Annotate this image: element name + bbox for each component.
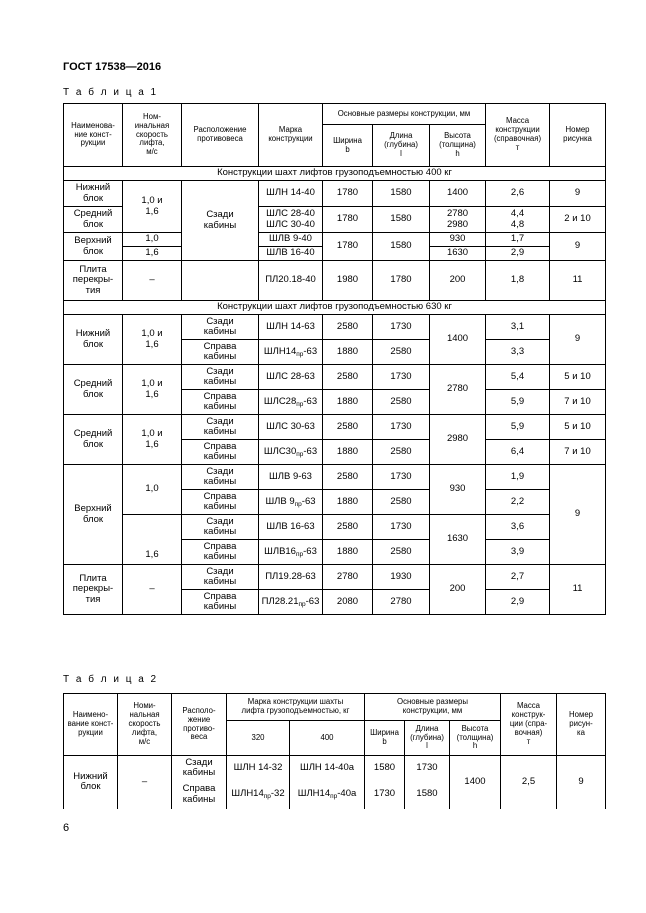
t1-head-width: Ширина b: [323, 125, 373, 167]
t1-630-top-block-name: Верхний блок: [64, 465, 123, 565]
t1-630-slab-length2: 2780: [373, 590, 430, 615]
t1-630-top-height1: 930: [430, 465, 486, 515]
table2-caption: Т а б л и ц а 2: [63, 674, 159, 685]
mark-sub: пр: [295, 550, 304, 558]
t1-630-middle2-cw2: Справа кабины: [182, 440, 259, 465]
t1-630-middle1-name: Средний блок: [64, 365, 123, 415]
mark-sub: пр: [298, 600, 306, 608]
t1-400-middle-figure: 2 и 10: [550, 207, 606, 233]
t1-400-slab-name: Плита перекры- тия: [64, 261, 123, 301]
t1-630-top-mark4: [259, 540, 323, 565]
t1-630-top-width1: 2580: [323, 465, 373, 490]
t1-400-bottom-width: 1780: [323, 181, 373, 207]
mark-end: -63: [305, 595, 320, 607]
t1-400-speed: 1,0 и 1,6: [123, 181, 182, 233]
t1-400-top-mark2: ШЛВ 16-40: [259, 247, 323, 261]
t1-400-bottom-length: 1580: [373, 181, 430, 207]
mark-sub: пр: [330, 793, 338, 801]
t2-head-speed: Номи- нальная скорость лифта, м/с: [118, 694, 172, 756]
t1-630-middle2-mass2: 6,4: [486, 440, 550, 465]
t1-400-slab-figure: 11: [550, 261, 606, 301]
t1-630-top-cw1: Сзади кабины: [182, 465, 259, 490]
t1-section-400: Конструкции шахт лифтов грузоподъемностью 400 кг: [64, 167, 606, 181]
t2-bottom-figure: 9: [557, 756, 606, 809]
t1-630-bottom-mass2: 3,3: [486, 340, 550, 365]
t1-630-top-length2: 2580: [373, 490, 430, 515]
t1-400-top-mass1: 1,7: [486, 233, 550, 247]
mark-sub: пр: [263, 793, 271, 801]
t1-400-top-height1: 930: [430, 233, 486, 247]
t2-head-400: 400: [290, 721, 365, 756]
t1-630-middle2-name: Средний блок: [64, 415, 123, 465]
t1-630-middle2-speed: 1,0 и 1,6: [123, 415, 182, 465]
t1-630-middle1-figure2: 7 и 10: [550, 390, 606, 415]
t1-630-middle2-width1: 2580: [323, 415, 373, 440]
t1-630-top-width4: 1880: [323, 540, 373, 565]
mark-end: -40а: [337, 788, 357, 800]
t2-head-width: Ширина b: [365, 721, 405, 756]
mark-base: ШЛС28: [263, 395, 297, 407]
t1-630-top-cw3: Сзади кабины: [182, 515, 259, 540]
t1-400-middle-height: 2780 2980: [430, 207, 486, 233]
t1-630-middle1-mark2: [259, 390, 323, 415]
t1-630-top-mass1: 1,9: [486, 465, 550, 490]
mark-sub: пр: [296, 450, 304, 458]
t1-630-bottom-block-name: Нижний блок: [64, 315, 123, 365]
t1-400-slab-length: 1780: [373, 261, 430, 301]
t1-630-slab-mass1: 2,7: [486, 565, 550, 590]
t1-head-mass: Масса конструкции (справочная) т: [486, 104, 550, 167]
mark-base: ШЛВ 9: [265, 495, 295, 507]
t1-400-middle-width: 1780: [323, 207, 373, 233]
t1-630-top-mark1: ШЛВ 9-63: [259, 465, 323, 490]
mark-sub: пр: [296, 350, 304, 358]
t1-400-top-figure: 9: [550, 233, 606, 261]
t1-630-middle2-mass1: 5,9: [486, 415, 550, 440]
t2-head-figure: Номер рисун- ка: [557, 694, 606, 756]
mark-base: ШЛН14: [231, 788, 264, 800]
t1-630-slab-speed: –: [123, 565, 182, 615]
t2-bottom-mark320-1: ШЛН 14-32: [227, 756, 290, 781]
t1-630-bottom-length1: 1730: [373, 315, 430, 340]
t1-400-slab-height: 200: [430, 261, 486, 301]
t1-630-middle1-figure1: 5 и 10: [550, 365, 606, 390]
t2-bottom-mark320-2: [227, 781, 290, 809]
t1-head-name: Наименова- ние конст- рукции: [64, 104, 123, 167]
t1-630-top-mass2: 2,2: [486, 490, 550, 515]
t1-630-slab-width2: 2080: [323, 590, 373, 615]
t1-630-slab-figure: 11: [550, 565, 606, 615]
t1-630-middle2-mark2: [259, 440, 323, 465]
t1-630-top-mass4: 3,9: [486, 540, 550, 565]
t1-630-bottom-width2: 1880: [323, 340, 373, 365]
mark-end: -63: [301, 495, 316, 507]
t1-630-top-length4: 2580: [373, 540, 430, 565]
t1-400-counterweight: Сзади кабины: [182, 181, 259, 261]
t1-630-middle2-height: 2980: [430, 415, 486, 465]
t1-630-bottom-speed: 1,0 и 1,6: [123, 315, 182, 365]
t1-630-middle2-cw1: Сзади кабины: [182, 415, 259, 440]
t1-630-middle2-width2: 1880: [323, 440, 373, 465]
t1-400-top-mass2: 2,9: [486, 247, 550, 261]
t1-400-top-mark1: ШЛВ 9-40: [259, 233, 323, 247]
t1-630-slab-mark2: [259, 590, 323, 615]
t1-630-bottom-width1: 2580: [323, 315, 373, 340]
t1-head-counterweight: Расположение противовеса: [182, 104, 259, 167]
t1-400-bottom-mass: 2,6: [486, 181, 550, 207]
t1-head-height: Высота (толщина) h: [430, 125, 486, 167]
t1-630-top-height2: 1630: [430, 515, 486, 565]
mark-end: -63: [303, 395, 318, 407]
t1-400-slab-mark: ПЛ20.18-40: [259, 261, 323, 301]
t1-head-speed: Ном- инальная скорость лифта, м/с: [123, 104, 182, 167]
t1-630-middle1-length1: 1730: [373, 365, 430, 390]
t1-630-middle2-figure1: 5 и 10: [550, 415, 606, 440]
t1-630-top-cw4: Справа кабины: [182, 540, 259, 565]
mark-end: -63: [303, 445, 318, 457]
t1-630-slab-name: Плита перекры- тия: [64, 565, 123, 615]
t1-630-bottom-mark1: ШЛН 14-63: [259, 315, 323, 340]
document-title: ГОСТ 17538—2016: [63, 61, 162, 73]
t1-400-top-length: 1580: [373, 233, 430, 261]
mark-base: ШЛВ16: [264, 545, 296, 557]
t1-630-slab-width1: 2780: [323, 565, 373, 590]
t2-head-counterweight: Располо- жение противо- веса: [172, 694, 227, 756]
t2-bottom-speed: –: [118, 756, 172, 809]
t1-head-mark: Марка конструкции: [259, 104, 323, 167]
t1-400-top-width: 1780: [323, 233, 373, 261]
mark-sub: пр: [296, 400, 304, 408]
t1-630-middle2-length1: 1730: [373, 415, 430, 440]
t1-head-figure: Номер рисунка: [550, 104, 606, 167]
t1-630-bottom-figure: 9: [550, 315, 606, 365]
t1-630-slab-mass2: 2,9: [486, 590, 550, 615]
t1-630-middle2-mark1: ШЛС 30-63: [259, 415, 323, 440]
t2-bottom-length1: 1730: [405, 756, 450, 781]
mark-base: ШЛС30: [263, 445, 297, 457]
t1-630-top-mass3: 3,6: [486, 515, 550, 540]
t1-630-middle1-width2: 1880: [323, 390, 373, 415]
t1-630-middle1-mass1: 5,4: [486, 365, 550, 390]
t2-head-320: 320: [227, 721, 290, 756]
t1-400-middle-mass: 4,4 4,8: [486, 207, 550, 233]
t2-bottom-mass: 2,5: [501, 756, 557, 809]
t1-630-middle1-width1: 2580: [323, 365, 373, 390]
t1-400-bottom-figure: 9: [550, 181, 606, 207]
mark-base: ШЛН14: [263, 345, 297, 357]
t1-630-slab-mark1: ПЛ19.28-63: [259, 565, 323, 590]
t1-630-middle1-cw1: Сзади кабины: [182, 365, 259, 390]
table2: [63, 693, 606, 809]
mark-end: -63: [303, 545, 317, 557]
t2-bottom-length2: 1580: [405, 781, 450, 809]
t1-630-bottom-length2: 2580: [373, 340, 430, 365]
t1-630-middle2-figure2: 7 и 10: [550, 440, 606, 465]
t2-bottom-height: 1400: [450, 756, 501, 809]
t2-head-height: Высота (толщина) h: [450, 721, 501, 756]
t1-head-length: Длина (глубина) l: [373, 125, 430, 167]
t1-400-slab-width: 1980: [323, 261, 373, 301]
t2-head-mark: Марка конструкции шахты лифта грузоподъемностью, кг: [227, 694, 365, 721]
t2-bottom-mark400-1: ШЛН 14-40а: [290, 756, 365, 781]
t2-head-name: Наимено- вание конст- рукции: [64, 694, 118, 756]
t1-630-slab-cw2: Справа кабины: [182, 590, 259, 615]
mark-base: ПЛ28.21: [261, 595, 299, 607]
t1-630-slab-cw1: Сзади кабины: [182, 565, 259, 590]
t2-bottom-mark400-2: [290, 781, 365, 809]
t1-400-slab-mass: 1,8: [486, 261, 550, 301]
t2-bottom-width1: 1580: [365, 756, 405, 781]
t1-400-bottom-mark: ШЛН 14-40: [259, 181, 323, 207]
t1-400-slab-counterweight-empty: [182, 261, 259, 301]
table1: [63, 103, 606, 615]
t2-bottom-width2: 1730: [365, 781, 405, 809]
t1-400-middle-block-name: Средний блок: [64, 207, 123, 233]
t1-630-top-figure: 9: [550, 465, 606, 565]
t1-630-middle2-length2: 2580: [373, 440, 430, 465]
t1-630-slab-length1: 1930: [373, 565, 430, 590]
mark-end: -63: [303, 345, 318, 357]
t1-630-bottom-cw2: Справа кабины: [182, 340, 259, 365]
t2-head-mass: Масса конструк- ции (спра- вочная) т: [501, 694, 557, 756]
t1-head-dims: Основные размеры конструкции, мм: [323, 104, 486, 125]
mark-base: ШЛН14: [297, 788, 331, 800]
t1-630-middle1-speed: 1,0 и 1,6: [123, 365, 182, 415]
t1-630-bottom-height: 1400: [430, 315, 486, 365]
t1-400-bottom-block-name: Нижний блок: [64, 181, 123, 207]
t1-630-bottom-cw1: Сзади кабины: [182, 315, 259, 340]
t1-400-top-speed2: 1,6: [123, 247, 182, 261]
page-number: 6: [63, 822, 70, 834]
table1-caption: Т а б л и ц а 1: [63, 87, 159, 98]
t1-630-middle1-mass2: 5,9: [486, 390, 550, 415]
t1-630-bottom-mark2: [259, 340, 323, 365]
t1-630-middle1-mark1: ШЛС 28-63: [259, 365, 323, 390]
t1-400-middle-mark: ШЛС 28-40 ШЛС 30-40: [259, 207, 323, 233]
t1-630-middle1-height: 2780: [430, 365, 486, 415]
t1-630-slab-height: 200: [430, 565, 486, 615]
t2-bottom-cw2: Справа кабины: [172, 781, 227, 809]
t1-400-slab-speed: –: [123, 261, 182, 301]
t1-630-top-speed1: 1,0: [123, 465, 182, 515]
t1-630-top-speed2: 1,6: [123, 515, 182, 565]
t1-630-top-mark3: ШЛВ 16-63: [259, 515, 323, 540]
t1-section-630: Конструкции шахт лифтов грузоподъемностью 630 кг: [64, 301, 606, 315]
mark-end: -32: [270, 788, 285, 800]
t2-bottom-block-name: Нижний блок: [64, 756, 118, 809]
t1-630-top-mark2: [259, 490, 323, 515]
t1-630-top-length1: 1730: [373, 465, 430, 490]
t1-400-middle-length: 1580: [373, 207, 430, 233]
t1-400-bottom-height: 1400: [430, 181, 486, 207]
t1-400-top-height2: 1630: [430, 247, 486, 261]
t1-630-middle1-length2: 2580: [373, 390, 430, 415]
t1-630-bottom-mass1: 3,1: [486, 315, 550, 340]
t1-630-top-width2: 1880: [323, 490, 373, 515]
t1-630-top-cw2: Справа кабины: [182, 490, 259, 515]
t2-bottom-cw1: Сзади кабины: [172, 756, 227, 781]
mark-sub: пр: [294, 500, 302, 508]
t1-630-top-width3: 2580: [323, 515, 373, 540]
t2-head-length: Длина (глубина) l: [405, 721, 450, 756]
t1-630-top-length3: 1730: [373, 515, 430, 540]
t2-head-dims: Основные размеры конструкции, мм: [365, 694, 501, 721]
t1-400-top-speed1: 1,0: [123, 233, 182, 247]
t1-630-middle1-cw2: Справа кабины: [182, 390, 259, 415]
t1-400-top-block-name: Верхний блок: [64, 233, 123, 261]
